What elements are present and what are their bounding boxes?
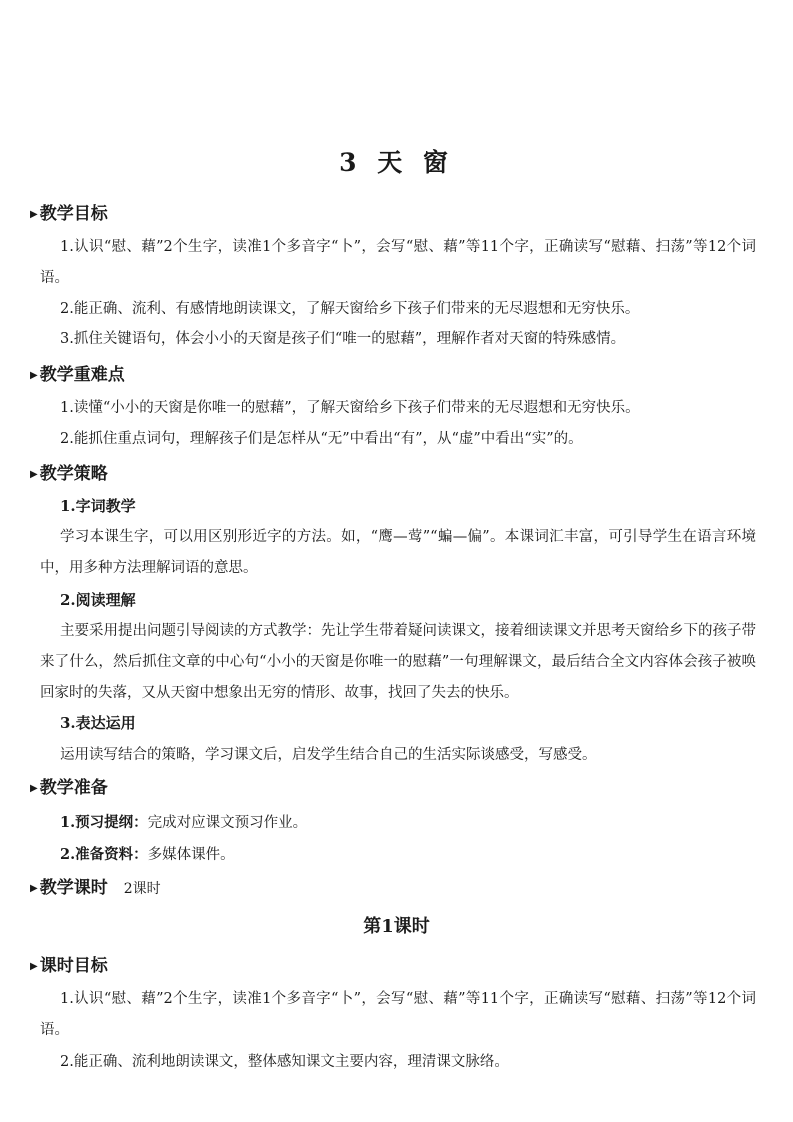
section-heading-hours: ▶ 教学课时 2课时 xyxy=(30,878,161,898)
preparation-item-2: 2.准备资料：多媒体课件。 xyxy=(60,846,235,863)
session-goal-item-2: 2.能正确、流利地朗读课文，整体感知课文主要内容，理清课文脉络。 xyxy=(60,1054,509,1070)
page-title: 3 天 窗 xyxy=(339,148,454,177)
triangle-marker-icon: ▶ xyxy=(30,883,38,894)
section-heading-strategy: ▶ 教学策略 xyxy=(30,464,108,484)
triangle-marker-icon: ▶ xyxy=(30,469,38,480)
section-heading-preparation: ▶ 教学准备 xyxy=(30,778,108,798)
strategy-sub-title-2: 2.阅读理解 xyxy=(60,591,136,609)
triangle-marker-icon: ▶ xyxy=(30,783,38,794)
session-goal-item-1: 1.认识“慰、藉”2个生字，读准1个多音字“卜”，会写“慰、藉”等11个字，正确读写“慰藉、扫荡”等12个词语。 xyxy=(40,991,756,1038)
strategy-sub-title-3: 3.表达运用 xyxy=(60,714,136,732)
strategy-sub-title-1: 1.字词教学 xyxy=(60,497,136,515)
section-heading-session-goals: ▶ 课时目标 xyxy=(30,956,108,976)
goal-item-2: 2.能正确、流利、有感情地朗读课文，了解天窗给乡下孩子们带来的无尽遐想和无穷快乐。 xyxy=(60,301,640,317)
strategy-sub-text-1: 学习本课生字，可以用区别形近字的方法。如，“鹰—莺”“蝙—偏”。本课词汇丰富，可引导学生在语言环境中，用多种方法理解词语的意思。 xyxy=(40,529,756,576)
session-title: 第1课时 xyxy=(363,916,430,937)
goal-item-3: 3.抓住关键语句，体会小小的天窗是孩子们“唯一的慰藉”，理解作者对天窗的特殊感情。 xyxy=(60,331,626,347)
goal-item-1: 1.认识“慰、藉”2个生字，读准1个多音字“卜”，会写“慰、藉”等11个字，正确读写“慰藉、扫荡”等12个词语。 xyxy=(40,239,756,286)
triangle-marker-icon: ▶ xyxy=(30,209,38,220)
section-heading-key-points: ▶ 教学重难点 xyxy=(30,365,125,385)
triangle-marker-icon: ▶ xyxy=(30,370,38,381)
triangle-marker-icon: ▶ xyxy=(30,961,38,972)
preparation-item-1: 1.预习提纲：完成对应课文预习作业。 xyxy=(60,814,308,831)
strategy-sub-text-2: 主要采用提出问题引导阅读的方式教学：先让学生带着疑问读课文，接着细读课文并思考天窗给乡下的孩子带来了什么，然后抓住文章的中心句“小小的天窗是你唯一的慰藉”一句理解课文，最后结合全文内容体会孩子被唤回家时的失落，又从天窗中想象出无穷的情形、故事，找回了失去的快乐。 xyxy=(40,623,756,701)
key-point-item-1: 1.读懂“小小的天窗是你唯一的慰藉”，了解天窗给乡下孩子们带来的无尽遐想和无穷快乐。 xyxy=(60,400,640,416)
hours-value: 2课时 xyxy=(123,881,161,897)
section-heading-goals: ▶ 教学目标 xyxy=(30,204,108,224)
key-point-item-2: 2.能抓住重点词句，理解孩子们是怎样从“无”中看出“有”，从“虚”中看出“实”的。 xyxy=(60,431,583,447)
strategy-sub-text-3: 运用读写结合的策略，学习课文后，启发学生结合自己的生活实际谈感受，写感受。 xyxy=(60,747,597,763)
